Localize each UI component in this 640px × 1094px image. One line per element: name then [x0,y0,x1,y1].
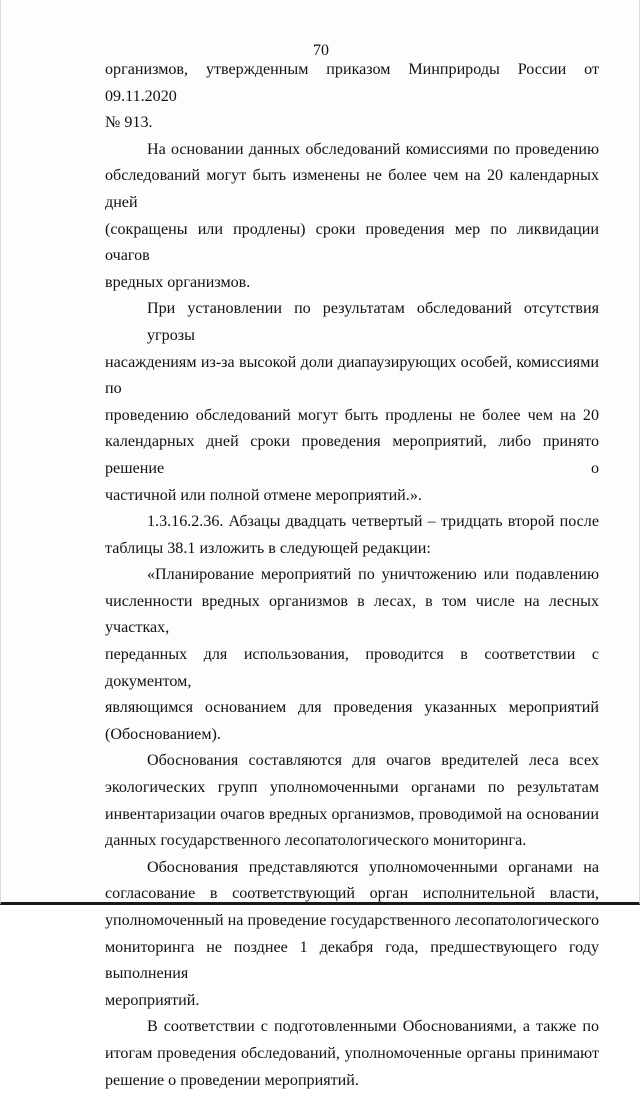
text-line: переданных для использования, проводится в соответствии с документом, [105,646,599,690]
text-line: В соответствии с подготовленными Обоснованиями, а также по [147,1018,599,1036]
text-line: уполномоченный на проведение государственного лесопатологического [105,912,599,929]
text-line: решение о проведении мероприятий. [105,1071,359,1089]
text-line: проведению обследований могут быть продлены не более чем на 20 [105,406,599,424]
text-line: «Планирование мероприятий по уничтожению или подавлению [147,566,599,584]
text-line: являющимся основанием для проведения указанных мероприятий [105,699,599,717]
text-line: насаждениям из-за высокой доли диапаузирующих особей, комиссиями по [105,353,599,398]
text-line: итогам проведения обследований, уполномоченные органы принимают [105,1044,599,1062]
text-line: (сокращены или продлены) сроки проведения мер по ликвидации очагов [105,220,599,265]
paragraph-planning [105,562,599,748]
text-line: мониторинга не позднее 1 декабря года, предшествующего году выполнения [105,938,599,983]
paragraph-continuation [105,57,599,137]
paragraph-justifications-prepared [105,748,599,854]
text-line: 1.3.16.2.36. Абзацы двадцать четвертый – тридцать второй после [147,513,599,531]
paragraph-justifications-submitted [105,855,599,1015]
document-body [105,57,599,1094]
text-line: При установлении по результатам обследований отсутствия угрозы [147,300,599,344]
text-line: № 913. [105,114,153,132]
text-line: На основании данных обследований комиссиями по проведению [147,140,599,158]
text-line: обследований могут быть изменены не более чем на 20 календарных дней [105,167,599,211]
text-line: частичной или полной отмене мероприятий.». [105,486,422,504]
text-line: организмов, утвержденным приказом Минприроды России от 09.11.2020 [105,61,599,105]
text-line: Обоснования составляются для очагов вредителей леса всех [147,752,599,770]
text-line: данных государственного лесопатологического мониторинга. [105,832,527,850]
text-line: (Обоснованием). [105,725,221,743]
text-line: Обоснования представляются уполномоченными органами на [147,858,599,876]
text-line: согласование в соответствующий орган исполнительной власти, [105,885,599,903]
page-number: 70 [313,42,329,59]
text-line: мероприятий. [105,991,200,1009]
text-line: календарных дней сроки проведения мероприятий, либо принято решение о [105,433,599,477]
paragraph-decision [105,1014,599,1094]
text-line: вредных организмов. [105,273,251,291]
text-line: численности вредных организмов в лесах, в том числе на лесных участках, [105,592,599,637]
text-line: инвентаризации очагов вредных организмов, проводимой на основании [105,805,599,823]
text-line: таблицы 38.1 изложить в следующей редакции: [105,539,431,557]
paragraph-threat-absence [105,296,599,509]
text-line: экологических групп уполномоченными органами по результатам [105,779,599,797]
paragraph-amendment-clause [105,509,599,562]
paragraph-survey-changes [105,137,599,297]
